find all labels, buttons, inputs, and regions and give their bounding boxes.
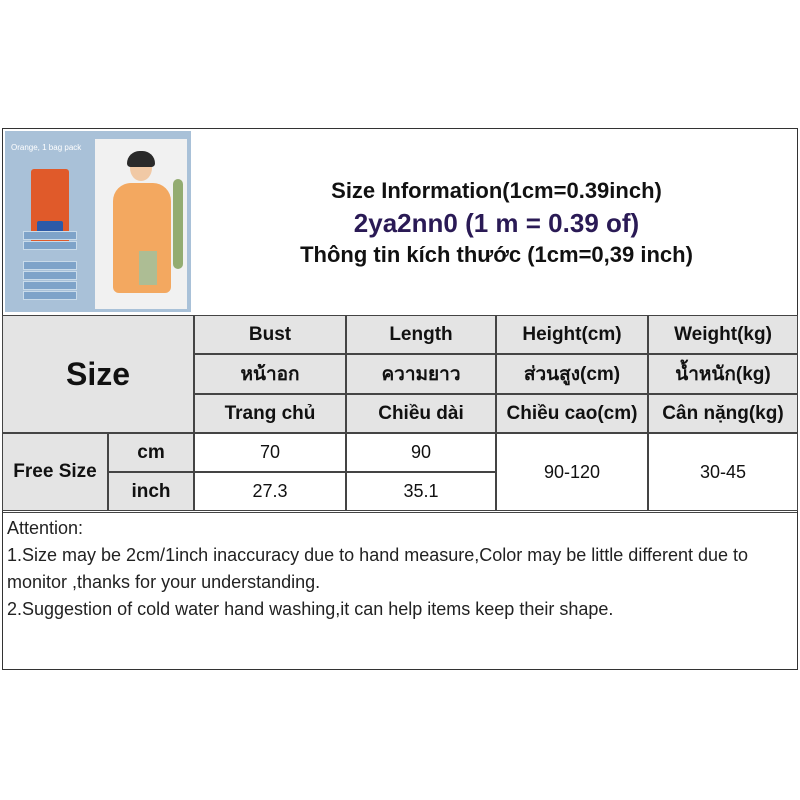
row-label-free-size: Free Size — [2, 433, 108, 511]
column-header-weight: Weight(kg) — [648, 315, 798, 354]
column-header-length-vietnamese: Chiều dài — [346, 394, 496, 433]
height-value: 90-120 — [496, 433, 648, 511]
bust-inch-value: 27.3 — [194, 472, 346, 511]
pack-tag — [23, 241, 77, 250]
bust-cm-value: 70 — [194, 433, 346, 472]
photo-caption: Orange, 1 bag pack — [11, 143, 82, 152]
product-photo — [5, 131, 191, 312]
attention-notes — [3, 512, 797, 669]
pack-tag — [23, 271, 77, 280]
unit-cm: cm — [108, 433, 194, 472]
length-inch-value: 35.1 — [346, 472, 496, 511]
title-block — [195, 130, 798, 315]
pack-tag — [23, 261, 77, 270]
note-item: 1.Size may be 2cm/1inch inaccuracy due to hand measure,Color may be little different due to monitor ,thanks for your understanding. — [7, 545, 749, 592]
pack-tag — [23, 281, 77, 290]
note-item: 2.Suggestion of cold water hand washing,it can help items keep their shape. — [7, 599, 614, 619]
column-header-weight-vietnamese: Cân nặng(kg) — [648, 394, 798, 433]
title-vietnamese: Thông tin kích thước (1cm=0,39 inch) — [300, 241, 693, 267]
notes-heading: Attention: — [7, 518, 84, 538]
title-english: Size Information(1cm=0.39inch) — [331, 177, 662, 203]
plant-decoration — [173, 179, 183, 269]
column-header-height: Height(cm) — [496, 315, 648, 354]
column-header-bust: Bust — [194, 315, 346, 354]
column-header-length-thai: ความยาว — [346, 354, 496, 394]
column-header-height-thai: ส่วนสูง(cm) — [496, 354, 648, 394]
pack-tag — [23, 231, 77, 240]
column-header-weight-thai: น้ำหนัก(kg) — [648, 354, 798, 394]
column-header-bust-thai: หน้าอก — [194, 354, 346, 394]
weight-value: 30-45 — [648, 433, 798, 511]
unit-inch: inch — [108, 472, 194, 511]
size-header: Size — [2, 315, 194, 433]
raincoat-pocket — [139, 251, 157, 285]
model-photo — [95, 139, 187, 309]
column-header-bust-vietnamese: Trang chủ — [194, 394, 346, 433]
pack-tag — [23, 291, 77, 300]
title-garbled: 2ya2nn0 (1 m = 0.39 of) — [353, 207, 640, 238]
column-header-length: Length — [346, 315, 496, 354]
length-cm-value: 90 — [346, 433, 496, 472]
column-header-height-vietnamese: Chiều cao(cm) — [496, 394, 648, 433]
model-hair — [127, 151, 155, 167]
